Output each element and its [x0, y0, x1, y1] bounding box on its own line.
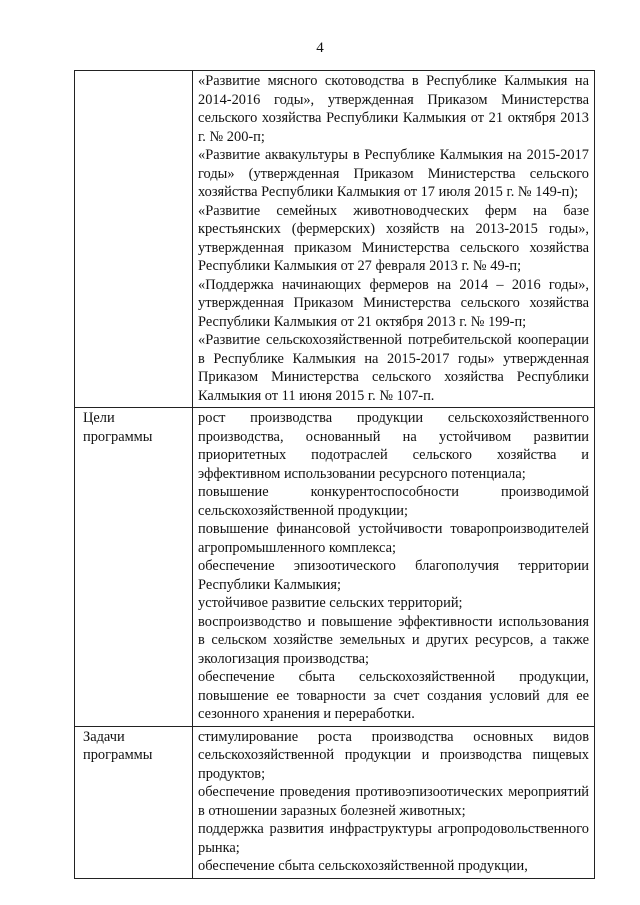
paragraph: «Развитие аквакультуры в Республике Калмыкия на 2015-2017 годы» (утвержденная Приказом Министерства сельского хозяйства Республики Калмыкия от 17 июля 2015 г. № 149-п); — [198, 147, 589, 200]
paragraph: «Развитие мясного скотоводства в Республике Калмыкия на 2014-2016 годы», утвержденная Приказом Министерства сельского хозяйства Республики Калмыкия от 21 октября 2013 г. № 200-п; — [198, 73, 589, 145]
paragraph: стимулирование роста производства основных видов сельскохозяйственной продукции и производства пищевых продуктов; — [198, 728, 589, 782]
row-label-goals: Цели программы — [75, 408, 193, 727]
table-row — [75, 726, 595, 878]
paragraph: «Развитие семейных животноводческих ферм на базе крестьянских (фермерских) хозяйств на 2013-2015 годы», утвержденная приказом Министерства сельского хозяйства Республики Калмыкия от 27 февраля 2013 г. № 49-п; — [198, 202, 589, 274]
row-label — [75, 71, 193, 408]
program-passport-table — [74, 70, 595, 879]
row-content — [193, 71, 595, 408]
paragraph: поддержка развития инфраструктуры агропродовольственного рынка; — [198, 821, 589, 856]
paragraph: обеспечение проведения противоэпизоотических мероприятий в отношении заразных болезней животных; — [198, 784, 589, 819]
row-label-tasks: Задачи программы — [75, 726, 193, 878]
paragraph: устойчивое развитие сельских территорий; — [198, 595, 463, 611]
row-content — [193, 408, 595, 727]
page-number: 4 — [316, 40, 324, 56]
paragraph: воспроизводство и повышение эффективности использования в сельском хозяйстве земельных и других ресурсов, а также экологизация производства; — [198, 613, 589, 667]
paragraph: обеспечение сбыта сельскохозяйственной продукции, — [198, 858, 528, 874]
paragraph: рост производства продукции сельскохозяйственного производства, основанный на устойчивом развитии приоритетных подотраслей сельского хозяйства и эффективном использовании ресурсного потенциала; — [198, 410, 589, 482]
row-content — [193, 726, 595, 878]
paragraph: обеспечение эпизоотического благополучия территории Республики Калмыкия; — [198, 558, 589, 593]
table-row — [75, 71, 595, 408]
paragraph: повышение конкурентоспособности производимой сельскохозяйственной продукции; — [198, 484, 589, 519]
paragraph: «Развитие сельскохозяйственной потребительской кооперации в Республике Калмыкия на 2015-2017 годы» утвержденная Приказом Министерства сельского хозяйства Республики Калмыкия от 11 июня 2015 г. № 107-п. — [198, 332, 589, 404]
paragraph: обеспечение сбыта сельскохозяйственной продукции, повышение ее товарности за счет создания условий для ее сезонного хранения и переработки. — [198, 669, 589, 722]
paragraph: повышение финансовой устойчивости товаропроизводителей агропромышленного комплекса; — [198, 521, 589, 556]
table-row — [75, 408, 595, 727]
paragraph: «Поддержка начинающих фермеров на 2014 – 2016 годы», утвержденная Приказом Министерства сельского хозяйства Республики Калмыкия от 21 октября 2013 г. № 199-п; — [198, 276, 589, 330]
